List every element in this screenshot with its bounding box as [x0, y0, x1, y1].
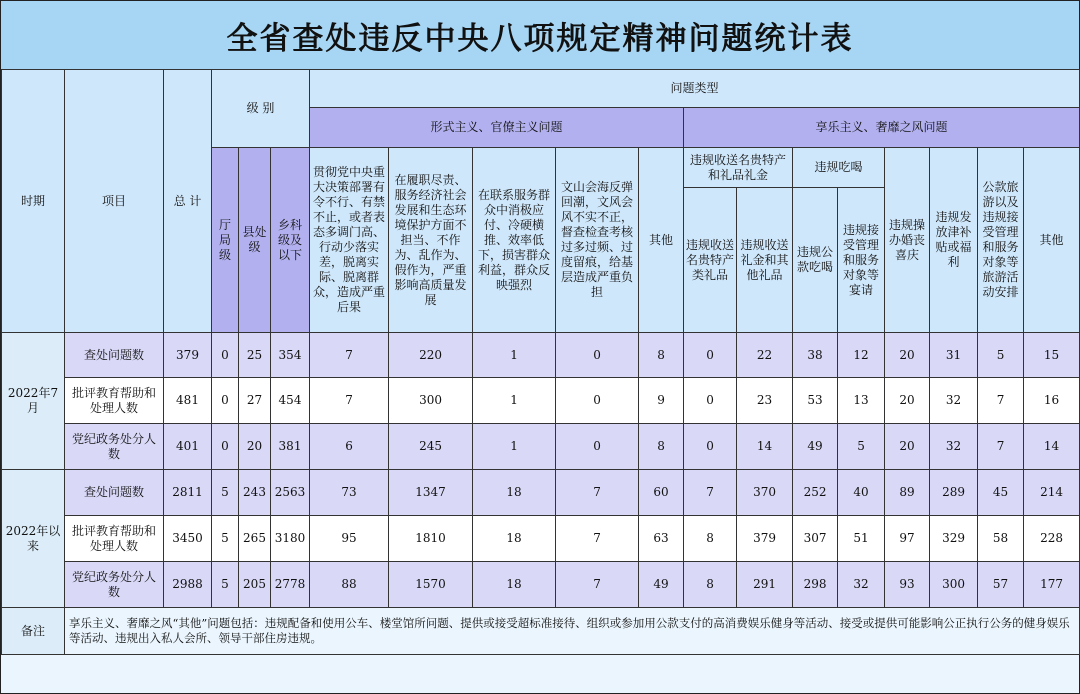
- value-cell: 95: [310, 516, 389, 562]
- value-cell: 12: [838, 333, 885, 378]
- value-cell: 354: [271, 333, 310, 378]
- value-cell: 3450: [164, 516, 212, 562]
- value-cell: 93: [885, 562, 930, 608]
- level-xian-header: 县处级: [239, 148, 271, 333]
- value-cell: 5: [212, 516, 239, 562]
- value-cell: 5: [212, 470, 239, 516]
- value-cell: 32: [838, 562, 885, 608]
- value-cell: 5: [978, 333, 1024, 378]
- hedonism-col-other: 其他: [1024, 148, 1080, 333]
- value-cell: 18: [473, 516, 556, 562]
- value-cell: 307: [793, 516, 838, 562]
- value-cell: 8: [639, 424, 684, 470]
- value-cell: 15: [1024, 333, 1080, 378]
- row-item: 查处问题数: [65, 333, 164, 378]
- value-cell: 60: [639, 470, 684, 516]
- value-cell: 13: [838, 378, 885, 424]
- period-cell: 2022年7月: [2, 333, 65, 470]
- level-header: 级 别: [212, 70, 310, 148]
- value-cell: 0: [684, 424, 737, 470]
- value-cell: 51: [838, 516, 885, 562]
- value-cell: 73: [310, 470, 389, 516]
- formalism-col-2: 在履职尽责、服务经济社会发展和生态环境保护方面不担当、不作为、乱作为、假作为，严重影响高质量发展: [389, 148, 473, 333]
- row-item: 党纪政务处分人数: [65, 562, 164, 608]
- hedonism-col-wedding: 违规操办婚丧喜庆: [885, 148, 930, 333]
- value-cell: 7: [310, 333, 389, 378]
- gift-group-header: 违规收送名贵特产和礼品礼金: [684, 148, 793, 188]
- value-cell: 27: [239, 378, 271, 424]
- value-cell: 14: [1024, 424, 1080, 470]
- value-cell: 1570: [389, 562, 473, 608]
- value-cell: 1: [473, 424, 556, 470]
- value-cell: 89: [885, 470, 930, 516]
- value-cell: 45: [978, 470, 1024, 516]
- note-text: 享乐主义、奢靡之风“其他”问题包括：违规配备和使用公车、楼堂馆所问题、提供或接受超标准接待、组织或参加用公款支付的高消费娱乐健身等活动、接受或提供可能影响公正执行公务的健身娱乐等活动、违规出入私人会所、领导干部住房违规。: [65, 608, 1080, 655]
- value-cell: 63: [639, 516, 684, 562]
- value-cell: 25: [239, 333, 271, 378]
- value-cell: 0: [684, 378, 737, 424]
- problem-type-header: 问题类型: [310, 70, 1080, 108]
- hedonism-col-banquet: 违规接受管理和服务对象等宴请: [838, 188, 885, 333]
- value-cell: 20: [885, 333, 930, 378]
- value-cell: 8: [639, 333, 684, 378]
- value-cell: 57: [978, 562, 1024, 608]
- value-cell: 7: [684, 470, 737, 516]
- value-cell: 0: [212, 333, 239, 378]
- row-item: 批评教育帮助和处理人数: [65, 516, 164, 562]
- value-cell: 289: [930, 470, 978, 516]
- value-cell: 8: [684, 516, 737, 562]
- value-cell: 370: [737, 470, 793, 516]
- value-cell: 252: [793, 470, 838, 516]
- value-cell: 2811: [164, 470, 212, 516]
- value-cell: 245: [389, 424, 473, 470]
- value-cell: 97: [885, 516, 930, 562]
- hedonism-header: 享乐主义、奢靡之风问题: [684, 108, 1080, 148]
- value-cell: 7: [556, 470, 639, 516]
- level-xiang-header: 乡科级及以下: [271, 148, 310, 333]
- value-cell: 300: [389, 378, 473, 424]
- value-cell: 0: [556, 333, 639, 378]
- value-cell: 2563: [271, 470, 310, 516]
- value-cell: 38: [793, 333, 838, 378]
- value-cell: 8: [684, 562, 737, 608]
- page-title: 全省查处违反中央八项规定精神问题统计表: [1, 1, 1079, 70]
- total-header: 总 计: [164, 70, 212, 333]
- value-cell: 329: [930, 516, 978, 562]
- value-cell: 23: [737, 378, 793, 424]
- row-item: 批评教育帮助和处理人数: [65, 378, 164, 424]
- value-cell: 298: [793, 562, 838, 608]
- hedonism-col-gift-money: 违规收送礼金和其他礼品: [737, 188, 793, 333]
- item-header: 项目: [65, 70, 164, 333]
- value-cell: 7: [978, 424, 1024, 470]
- hedonism-col-subsidy: 违规发放津补贴或福利: [930, 148, 978, 333]
- value-cell: 16: [1024, 378, 1080, 424]
- value-cell: 7: [310, 378, 389, 424]
- value-cell: 32: [930, 378, 978, 424]
- value-cell: 7: [556, 516, 639, 562]
- value-cell: 53: [793, 378, 838, 424]
- value-cell: 7: [978, 378, 1024, 424]
- hedonism-col-gift-specialty: 违规收送名贵特产类礼品: [684, 188, 737, 333]
- value-cell: 205: [239, 562, 271, 608]
- value-cell: 379: [737, 516, 793, 562]
- value-cell: 0: [212, 378, 239, 424]
- level-ting-header: 厅局级: [212, 148, 239, 333]
- formalism-header: 形式主义、官僚主义问题: [310, 108, 684, 148]
- value-cell: 3180: [271, 516, 310, 562]
- value-cell: 381: [271, 424, 310, 470]
- formalism-col-4: 文山会海反弹回潮，文风会风不实不正，督查检查考核过多过频、过度留痕，给基层造成严重负担: [556, 148, 639, 333]
- value-cell: 5: [838, 424, 885, 470]
- value-cell: 32: [930, 424, 978, 470]
- value-cell: 177: [1024, 562, 1080, 608]
- value-cell: 0: [212, 424, 239, 470]
- value-cell: 14: [737, 424, 793, 470]
- statistics-table: [1, 69, 1080, 655]
- value-cell: 291: [737, 562, 793, 608]
- value-cell: 220: [389, 333, 473, 378]
- row-item: 党纪政务处分人数: [65, 424, 164, 470]
- value-cell: 49: [793, 424, 838, 470]
- period-cell: 2022年以来: [2, 470, 65, 608]
- formalism-col-1: 贯彻党中央重大决策部署有令不行、有禁不止，或者表态多调门高、行动少落实差，脱离实际、脱离群众，造成严重后果: [310, 148, 389, 333]
- value-cell: 0: [684, 333, 737, 378]
- period-header: 时期: [2, 70, 65, 333]
- value-cell: 214: [1024, 470, 1080, 516]
- value-cell: 20: [885, 378, 930, 424]
- value-cell: 31: [930, 333, 978, 378]
- value-cell: 1: [473, 378, 556, 424]
- value-cell: 379: [164, 333, 212, 378]
- dining-group-header: 违规吃喝: [793, 148, 885, 188]
- value-cell: 22: [737, 333, 793, 378]
- value-cell: 20: [239, 424, 271, 470]
- value-cell: 0: [556, 378, 639, 424]
- value-cell: 228: [1024, 516, 1080, 562]
- value-cell: 2778: [271, 562, 310, 608]
- value-cell: 0: [556, 424, 639, 470]
- value-cell: 6: [310, 424, 389, 470]
- value-cell: 401: [164, 424, 212, 470]
- value-cell: 58: [978, 516, 1024, 562]
- value-cell: 2988: [164, 562, 212, 608]
- value-cell: 481: [164, 378, 212, 424]
- value-cell: 49: [639, 562, 684, 608]
- value-cell: 243: [239, 470, 271, 516]
- value-cell: 1347: [389, 470, 473, 516]
- value-cell: 20: [885, 424, 930, 470]
- value-cell: 88: [310, 562, 389, 608]
- hedonism-col-travel: 公款旅游以及违规接受管理和服务对象等旅游活动安排: [978, 148, 1024, 333]
- formalism-col-3: 在联系服务群众中消极应付、冷硬横推、效率低下，损害群众利益，群众反映强烈: [473, 148, 556, 333]
- formalism-col-other: 其他: [639, 148, 684, 333]
- value-cell: 40: [838, 470, 885, 516]
- hedonism-col-public-dining: 违规公款吃喝: [793, 188, 838, 333]
- value-cell: 5: [212, 562, 239, 608]
- value-cell: 9: [639, 378, 684, 424]
- value-cell: 18: [473, 562, 556, 608]
- value-cell: 7: [556, 562, 639, 608]
- note-label: 备注: [2, 608, 65, 655]
- value-cell: 300: [930, 562, 978, 608]
- value-cell: 18: [473, 470, 556, 516]
- value-cell: 454: [271, 378, 310, 424]
- row-item: 查处问题数: [65, 470, 164, 516]
- value-cell: 1: [473, 333, 556, 378]
- value-cell: 1810: [389, 516, 473, 562]
- value-cell: 265: [239, 516, 271, 562]
